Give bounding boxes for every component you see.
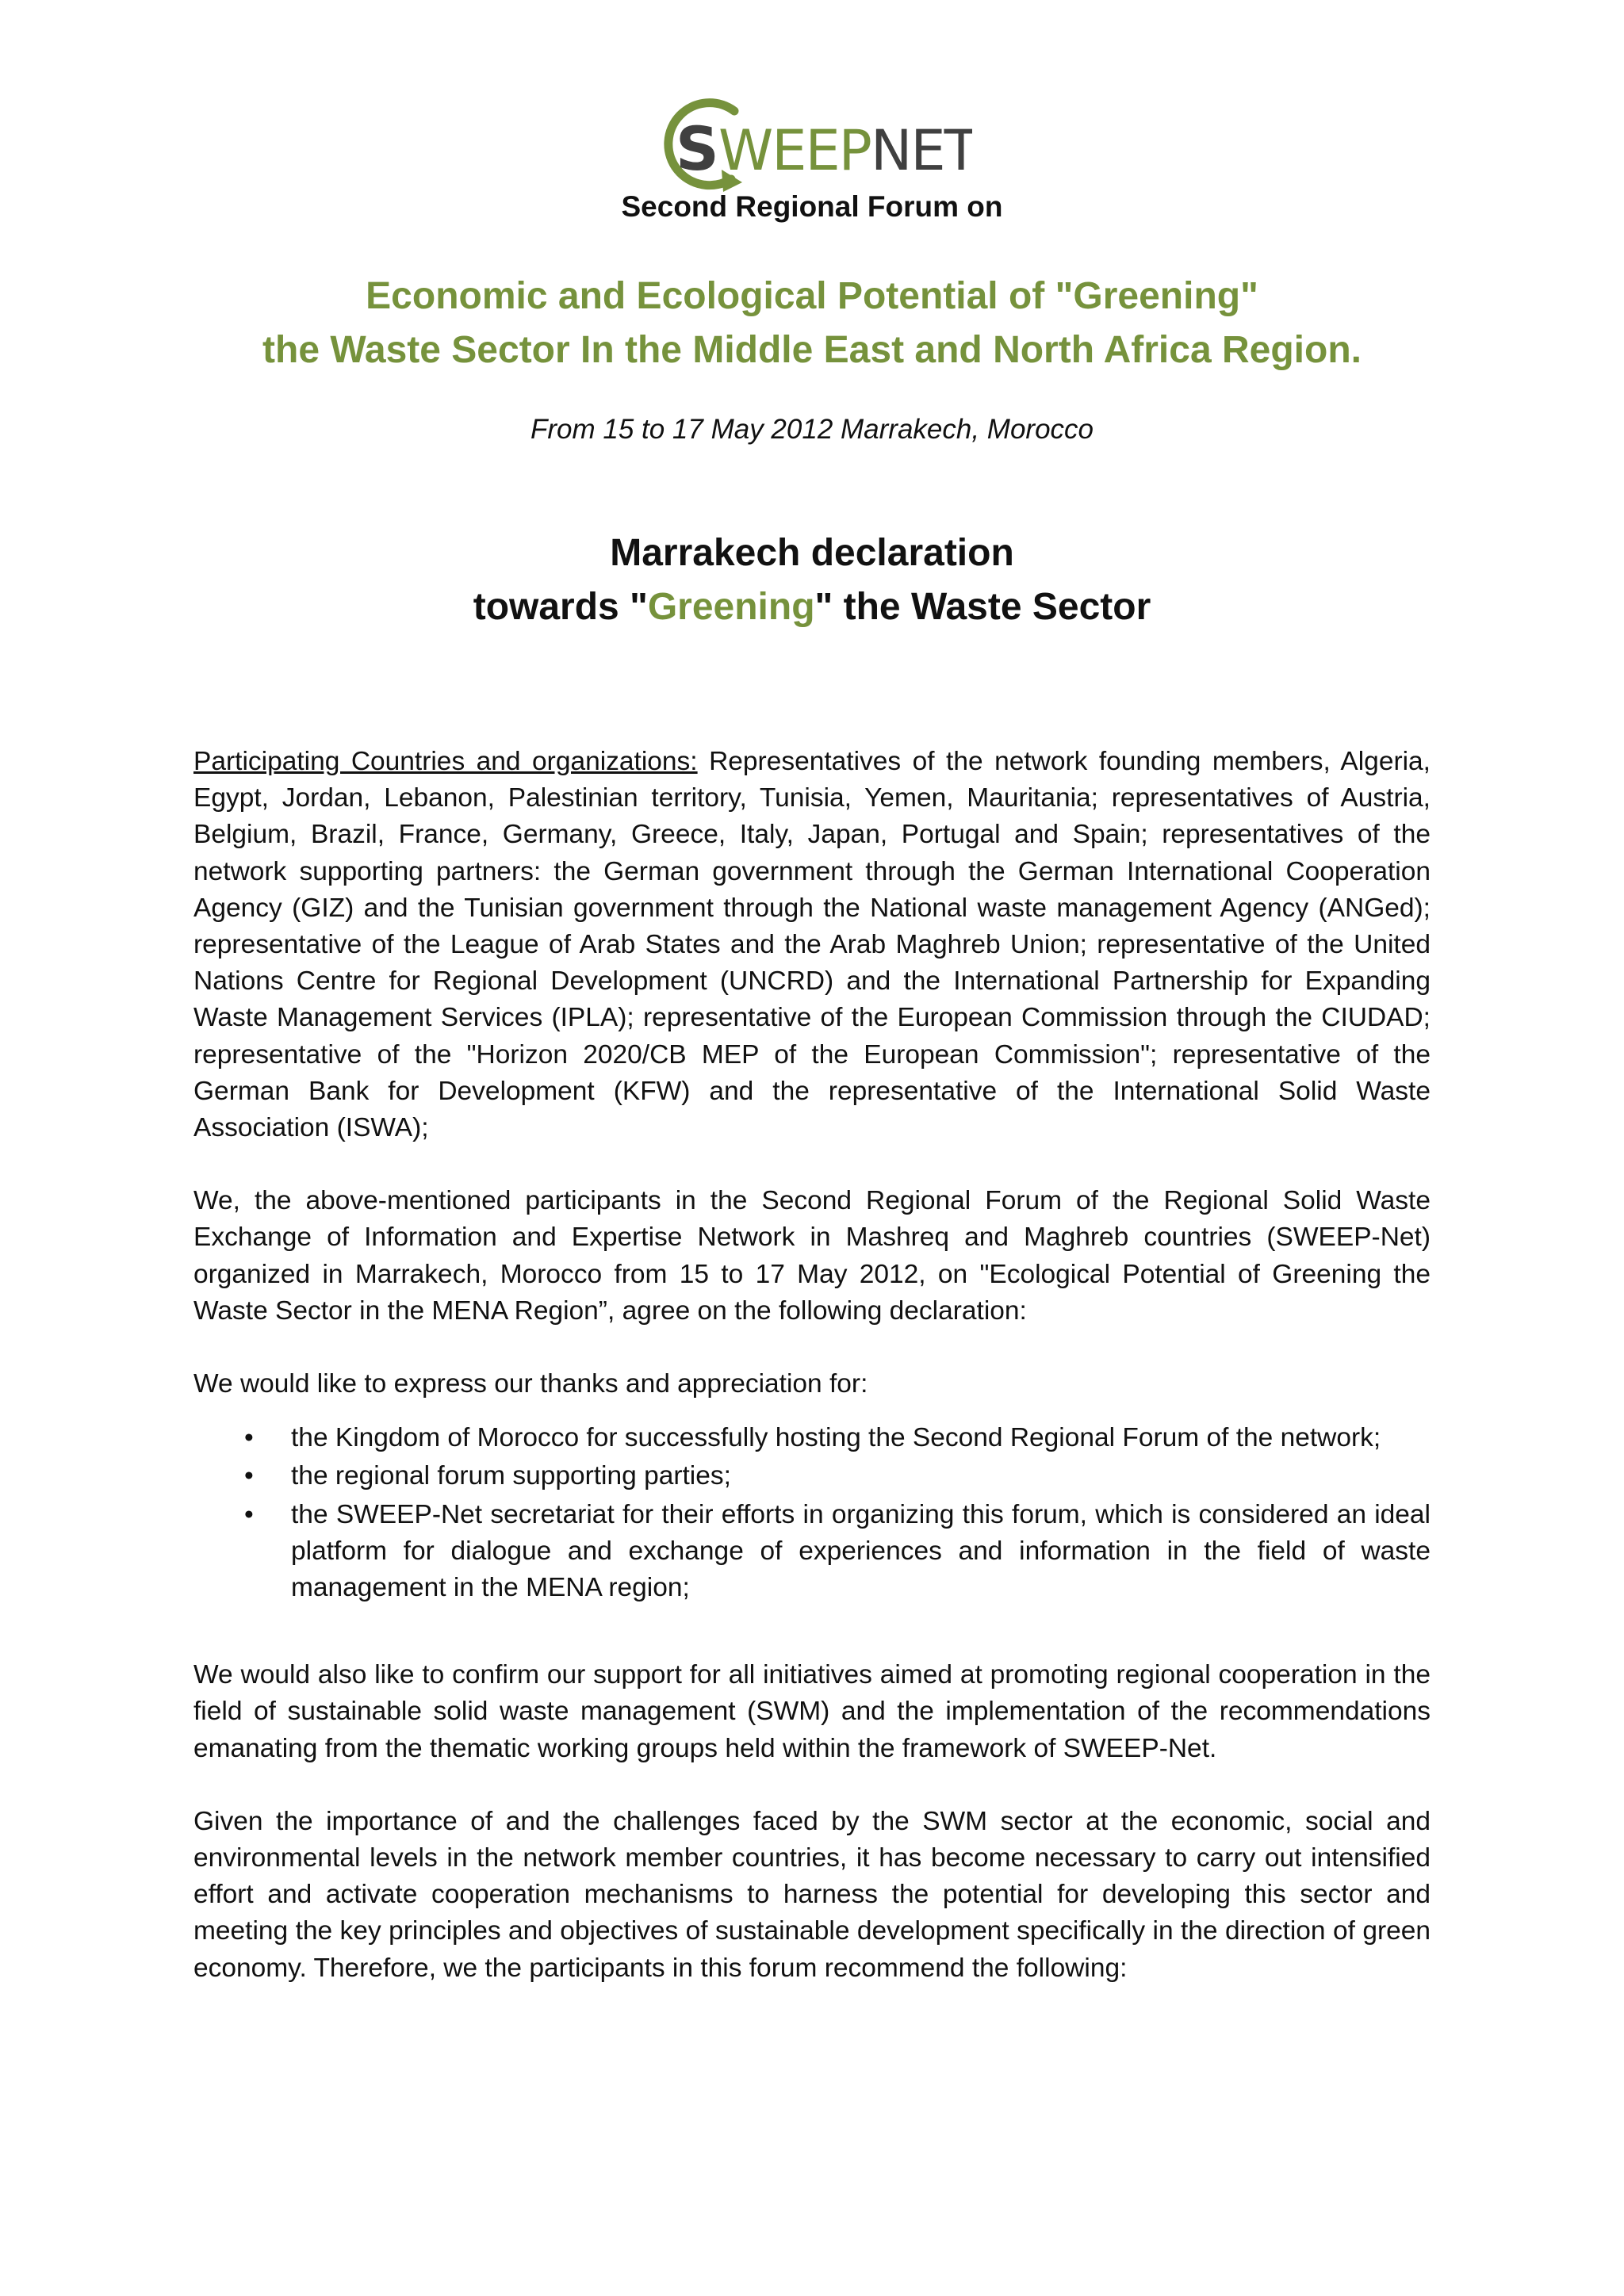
- list-item: [193, 1420, 1431, 1456]
- declaration-suffix: " the Waste Sector: [814, 586, 1151, 628]
- svg-text:NET: NET: [871, 118, 972, 183]
- bullet-icon: •: [244, 1461, 254, 1491]
- forum-title-line-1: Economic and Ecological Potential of "Greening": [366, 275, 1258, 317]
- declaration-greening: Greening: [647, 586, 815, 628]
- svg-text:WEEP: WEEP: [718, 118, 871, 183]
- forum-title: [0, 270, 1624, 377]
- thanks-list: [193, 1420, 1431, 1606]
- bullet-icon: •: [244, 1423, 254, 1453]
- declaration-title-line-2: [0, 580, 1624, 634]
- document-body: [193, 744, 1431, 1987]
- list-item-text: the SWEEP-Net secretariat for their efforts in organizing this forum, which is considered an ideal platform for dialogue and exchange of experiences and information in the field of waste management in the MENA region;: [291, 1499, 1431, 1603]
- support-paragraph: We would also like to confirm our support for all initiatives aimed at promoting regional cooperation in the field of sustainable solid waste management (SWM) and the implementation of the recommendations emanating from the thematic working groups held within the framework of SWEEP-Net.: [193, 1660, 1431, 1763]
- list-item-text: the regional forum supporting parties;: [291, 1461, 731, 1491]
- declaration-title: [0, 526, 1624, 634]
- participants-text: Representatives of the network founding members, Algeria, Egypt, Jordan, Lebanon, Palestinian territory, Tunisia, Yemen, Mauritania; representatives of Austria, Belgium, Brazil, France, Germany, Greece, Italy, Japan, Portugal and Spain; representatives of the network supporting partners: the German government through the German International Cooperation Agency (GIZ) and the Tunisian government through the National waste management Agency (ANGed); representative of the League of Arab States and the Arab Maghreb Union; representative of the United Nations Centre for Regional Development (UNCRD) and the International Partnership for Expanding Waste Management Services (IPLA); representative of the European Commission through the CIUDAD; representative of the "Horizon 2020/CB MEP of the European Commission"; representative of the German Bank for Development (KFW) and the representative of the International Solid Waste Association (ISWA);: [193, 747, 1431, 1143]
- bullet-icon: •: [244, 1499, 254, 1529]
- declaration-title-line-1: Marrakech declaration: [610, 532, 1014, 574]
- participants-paragraph: [193, 744, 1431, 1146]
- declaration-prefix: towards ": [473, 586, 648, 628]
- sweepnet-logo-graphic: [655, 94, 972, 197]
- forum-subtitle: Second Regional Forum on: [621, 190, 1003, 223]
- list-item: [193, 1497, 1431, 1607]
- recommendation-paragraph: Given the importance of and the challenges faced by the SWM sector at the economic, social and environmental levels in the network member countries, it has become necessary to carry out intensified effort and activate cooperation mechanisms to harness the potential for developing this sector and meeting the key principles and objectives of sustainable development specifically in the direction of green economy. Therefore, we the participants in this forum recommend the following:: [193, 1806, 1431, 1983]
- forum-title-line-2: the Waste Sector In the Middle East and North Africa Region.: [262, 329, 1362, 371]
- svg-text:S: S: [676, 113, 719, 184]
- agreement-paragraph: We, the above-mentioned participants in the Second Regional Forum of the Regional Solid Waste Exchange of Information and Expertise Network in Mashreq and Maghreb countries (SWEEP-Net) organized in Marrakech, Morocco from 15 to 17 May 2012, on "Ecological Potential of Greening the Waste Sector in the MENA Region”, agree on the following declaration:: [193, 1186, 1431, 1326]
- participants-label: Participating Countries and organizations:: [193, 747, 698, 776]
- sweepnet-logo: [655, 94, 972, 197]
- list-item: [193, 1458, 1431, 1494]
- forum-dates: From 15 to 17 May 2012 Marrakech, Morocco: [530, 414, 1094, 445]
- thanks-intro: We would like to express our thanks and appreciation for:: [193, 1369, 868, 1399]
- list-item-text: the Kingdom of Morocco for successfully hosting the Second Regional Forum of the network;: [291, 1423, 1381, 1453]
